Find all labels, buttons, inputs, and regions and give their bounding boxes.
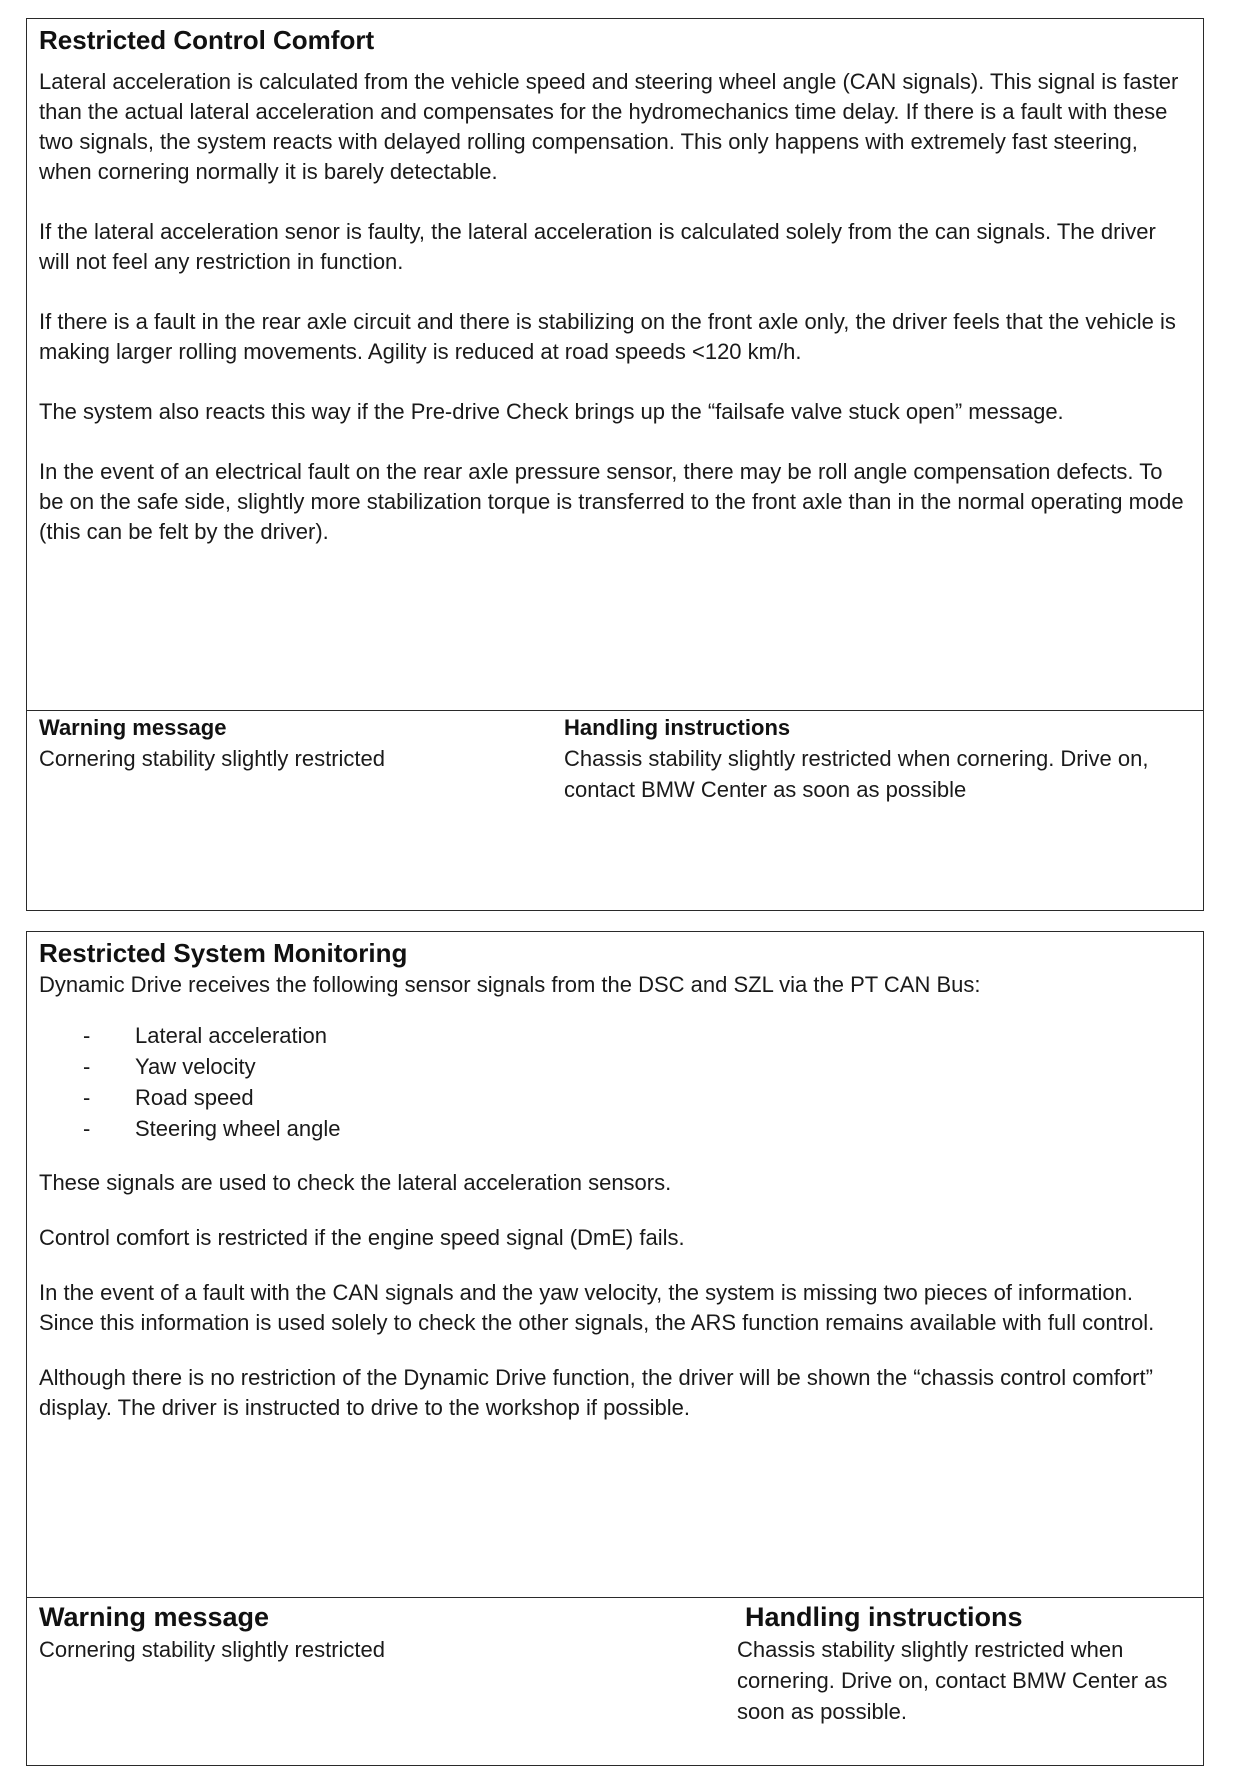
sensor-name: Yaw velocity: [135, 1054, 256, 1079]
handling-instructions-text: Chassis stability slightly restricted when cornering. Drive on, contact BMW Center as soon as possible.: [737, 1637, 1168, 1724]
section-body: [27, 932, 1203, 1423]
paragraph: In the event of an electrical fault on the rear axle pressure sensor, there may be roll angle compensation defects. To be on the safe side, slightly more stabilization torque is transferred to the front axle than in the normal operating mode (this can be felt by the driver).: [39, 459, 1184, 544]
warning-footer: [27, 710, 1203, 910]
handling-instructions-text: Chassis stability slightly restricted when cornering. Drive on, contact BMW Center as soon as possible: [564, 746, 1149, 802]
paragraph: Although there is no restriction of the Dynamic Drive function, the driver will be shown the “chassis control comfort” display. The driver is instructed to drive to the workshop if possible.: [39, 1365, 1153, 1420]
warning-footer: [27, 1597, 1203, 1765]
bullet-dash: -: [83, 1054, 91, 1079]
list-item: [39, 1113, 1192, 1144]
warning-message-heading: Warning message: [39, 715, 227, 740]
sensor-name: Lateral acceleration: [135, 1023, 328, 1048]
paragraph: If there is a fault in the rear axle circuit and there is stabilizing on the front axle only, the driver feels that the vehicle is making larger rolling movements. Agility is reduced at road speeds <120 km/h.: [39, 309, 1176, 364]
intro-paragraph: Dynamic Drive receives the following sensor signals from the DSC and SZL via the PT CAN Bus:: [39, 972, 981, 997]
handling-instructions-column: [564, 713, 1194, 805]
paragraph: These signals are used to check the lateral acceleration sensors.: [39, 1170, 672, 1195]
section-title: Restricted System Monitoring: [39, 938, 408, 968]
section-title: Restricted Control Comfort: [39, 25, 375, 55]
restricted-control-comfort-section: [26, 18, 1204, 911]
list-item: [39, 1082, 1192, 1113]
bullet-dash: -: [83, 1023, 91, 1048]
warning-message-text: Cornering stability slightly restricted: [39, 746, 386, 771]
handling-instructions-heading: Handling instructions: [745, 1602, 1023, 1632]
paragraph: In the event of a fault with the CAN signals and the yaw velocity, the system is missing two pieces of information. Since this information is used solely to check the other signals, the ARS function remains available with full control.: [39, 1280, 1155, 1335]
warning-message-heading: Warning message: [39, 1602, 270, 1632]
list-item: [39, 1051, 1192, 1082]
paragraph: Control comfort is restricted if the engine speed signal (DmE) fails.: [39, 1225, 685, 1250]
list-item: [39, 1020, 1192, 1051]
paragraph: If the lateral acceleration senor is faulty, the lateral acceleration is calculated solely from the can signals. The driver will not feel any restriction in function.: [39, 219, 1156, 274]
handling-instructions-heading: Handling instructions: [564, 715, 791, 740]
bullet-dash: -: [83, 1116, 91, 1141]
sensor-name: Steering wheel angle: [135, 1116, 341, 1141]
sensor-signal-list: [39, 1020, 1192, 1144]
bullet-dash: -: [83, 1085, 91, 1110]
sensor-name: Road speed: [135, 1085, 254, 1110]
paragraph: The system also reacts this way if the Pre-drive Check brings up the “failsafe valve stuck open” message.: [39, 399, 1064, 424]
warning-message-text: Cornering stability slightly restricted: [39, 1637, 386, 1662]
warning-message-column: [39, 713, 385, 774]
section-body: [27, 19, 1203, 547]
restricted-system-monitoring-section: [26, 931, 1204, 1766]
warning-message-column: [39, 1600, 385, 1665]
handling-instructions-column: [737, 1600, 1197, 1727]
paragraph: Lateral acceleration is calculated from the vehicle speed and steering wheel angle (CAN signals). This signal is faster than the actual lateral acceleration and compensates for the hydromechanics time delay. If there is a fault with these two signals, the system reacts with delayed rolling compensation. This only happens with extremely fast steering, when cornering normally it is barely detectable.: [39, 69, 1179, 184]
